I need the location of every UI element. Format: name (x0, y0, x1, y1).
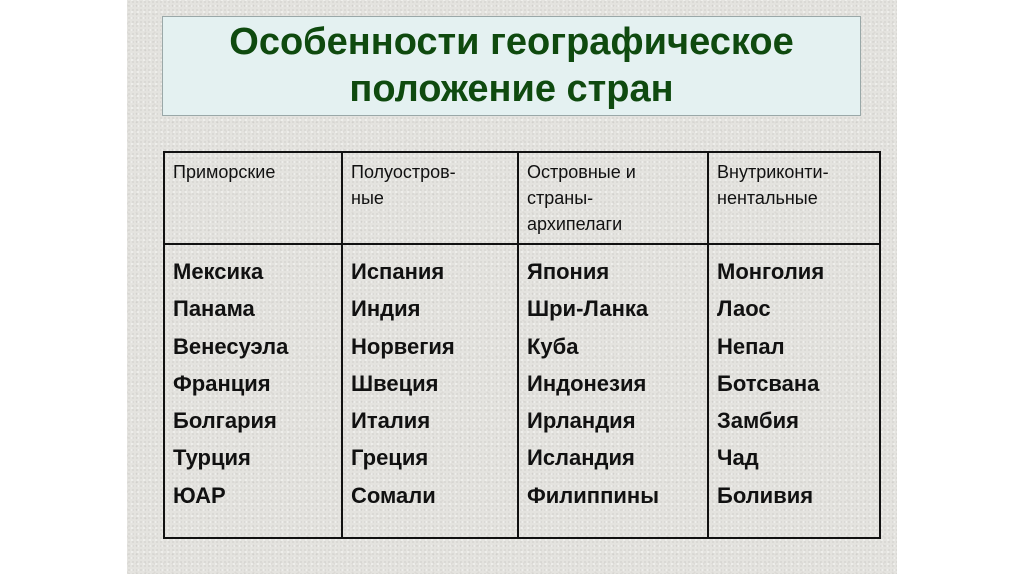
body-row (164, 244, 880, 538)
country-item: Испания (351, 259, 445, 284)
country-item: Индия (351, 296, 421, 322)
island-list (527, 253, 707, 514)
landlocked-cell (708, 244, 880, 538)
country-item: Панама (173, 296, 255, 322)
title-line-2: положение стран (349, 68, 674, 110)
country-item: Ботсвана (717, 370, 820, 396)
country-item: Ирландия (527, 408, 636, 434)
coastal-list (173, 253, 341, 514)
title-line-1: Особенности географическое (229, 21, 794, 63)
header-coastal (164, 152, 342, 244)
countries-table (163, 151, 881, 539)
country-item: Сомали (351, 482, 436, 508)
country-item: Лаос (717, 296, 771, 322)
country-item: Норвегия (351, 333, 455, 359)
country-item: Исландия (527, 445, 635, 471)
country-item: Шри-Ланка (527, 296, 649, 322)
header-line: страны- (527, 188, 594, 208)
header-line: Островные и (527, 162, 636, 182)
country-item: Замбия (717, 408, 799, 434)
country-item: Индонезия (527, 370, 647, 396)
peninsular-list (351, 253, 517, 514)
country-item: Боливия (717, 482, 814, 508)
country-item: Япония (527, 259, 610, 284)
header-line: архипелаги (527, 214, 623, 234)
header-line: нентальные (717, 188, 818, 208)
header-line: Полуостров- (351, 162, 456, 182)
country-item: Греция (351, 445, 429, 471)
country-item: Франция (173, 370, 271, 396)
country-item: Чад (717, 445, 759, 471)
country-item: ЮАР (173, 482, 226, 508)
island-cell (518, 244, 708, 538)
header-line: Приморские (173, 162, 276, 182)
country-item: Мексика (173, 259, 264, 284)
country-item: Италия (351, 408, 431, 434)
title-box (162, 16, 861, 116)
country-item: Филиппины (527, 482, 659, 508)
country-item: Венесуэла (173, 333, 289, 359)
country-item: Швеция (351, 370, 439, 396)
coastal-cell (164, 244, 342, 538)
country-item: Турция (173, 445, 251, 471)
peninsular-cell (342, 244, 518, 538)
country-item: Куба (527, 333, 579, 359)
header-peninsular (342, 152, 518, 244)
header-line: ные (351, 188, 384, 208)
header-line: Внутриконти- (717, 162, 829, 182)
header-island (518, 152, 708, 244)
slide (127, 0, 897, 574)
country-item: Болгария (173, 408, 277, 434)
header-landlocked (708, 152, 880, 244)
landlocked-list (717, 253, 879, 514)
slide-title (229, 19, 793, 113)
country-item: Монголия (717, 259, 825, 284)
country-item: Непал (717, 333, 785, 359)
header-row (164, 152, 880, 244)
